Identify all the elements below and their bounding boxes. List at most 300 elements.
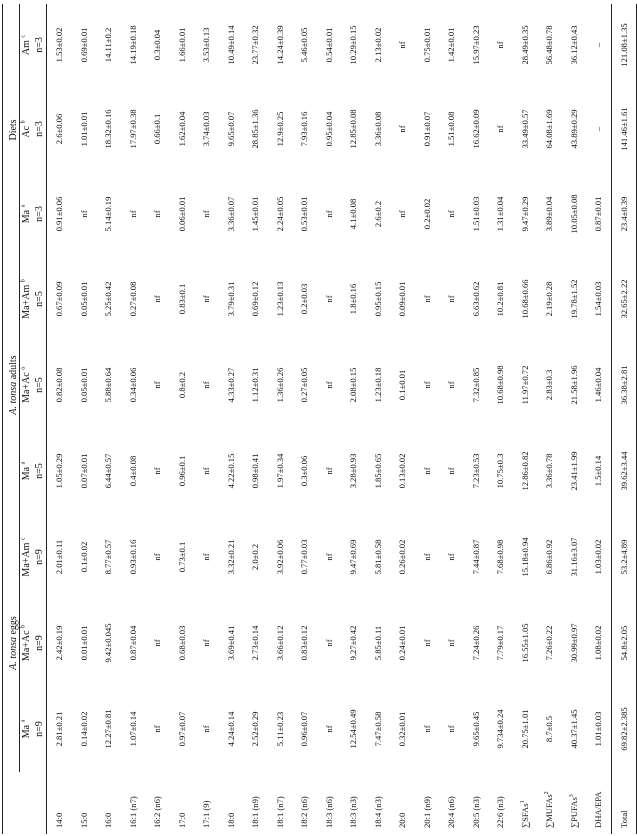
table-cell: 0.66±0.1	[152, 113, 163, 145]
row-label	[292, 772, 317, 834]
row-label	[243, 772, 268, 834]
row-label	[611, 772, 637, 834]
column-header-name	[20, 4, 34, 86]
table-cell: 0.82±0.08	[54, 367, 65, 403]
table-cell: 7.68±0.98	[495, 539, 506, 575]
table-cell: 0.97±0.07	[176, 711, 187, 747]
column-superscript: b	[20, 120, 27, 124]
table-cell: nf	[421, 553, 432, 561]
row-label	[439, 772, 464, 834]
table-cell: nf	[495, 125, 506, 133]
row-label-text: 18:0	[225, 812, 236, 828]
group-eggs: A. tonsa eggs	[3, 514, 20, 772]
row-label	[537, 772, 562, 834]
table-cell: 0.67±0.09	[54, 281, 65, 317]
column-superscript: c	[20, 537, 27, 541]
table-row	[341, 4, 366, 834]
table-cell: 0.93±0.16	[127, 539, 138, 575]
table-cell: nf	[323, 639, 334, 647]
column-superscript: a	[20, 461, 27, 465]
table-cell: nf	[397, 41, 408, 49]
table-cell: 0.96±0.1	[176, 455, 187, 487]
table-cell: 0.26±0.02	[397, 539, 408, 575]
row-label-text: 22:6 (n3)	[495, 796, 506, 828]
row-label	[464, 772, 489, 834]
table-cell: 1.01±0.03	[593, 711, 604, 747]
row-label	[170, 772, 195, 834]
table-cell: nf	[421, 467, 432, 475]
column-superscript: b	[20, 279, 27, 283]
row-label-text: 20:0	[397, 812, 408, 828]
column-header-name	[20, 428, 34, 514]
table-cell: 2.19±0.28	[544, 281, 555, 317]
table-cell: 3.92±0.06	[274, 539, 285, 575]
row-label	[268, 772, 293, 834]
row-label-text: 15:0	[78, 812, 89, 828]
row-label-text: Total	[618, 810, 629, 828]
column-name: Ma+Ac	[20, 630, 32, 662]
table-cell: nf	[446, 553, 457, 561]
table-cell: 0.3±0.04	[152, 29, 163, 61]
table-cell: 1.07±0.14	[127, 711, 138, 747]
table-cell: 0.05±0.01	[78, 281, 89, 317]
column-superscript: b	[20, 624, 27, 628]
column-superscript: c	[20, 34, 27, 38]
column-header-n: n=5	[33, 256, 47, 342]
column-header-n: n=9	[33, 600, 47, 686]
column-header-n: n=9	[33, 686, 47, 772]
table-cell: 18.32±0.16	[103, 109, 114, 149]
table-cell: 7.26±0.22	[544, 625, 555, 661]
table-cell: 2.42±0.19	[54, 625, 65, 661]
table-row	[488, 4, 513, 834]
table-cell: 1.42±0.01	[446, 27, 457, 63]
row-label-text: 18:4 (n3)	[372, 796, 383, 828]
table-cell: 12.27±0.81	[103, 709, 114, 749]
table-cell: 1.97±0.34	[274, 453, 285, 489]
table-cell: –	[593, 126, 604, 132]
table-cell: 0.8±0.2	[176, 371, 187, 399]
table-row	[170, 4, 195, 834]
row-label	[145, 772, 170, 834]
table-cell: 1.46±0.04	[593, 367, 604, 403]
table-cell: 0.09±0.01	[397, 281, 408, 317]
column-superscript: a	[20, 204, 27, 208]
table-cell: 5.85±0.11	[372, 625, 383, 661]
table-cell: 1.36±0.26	[274, 367, 285, 403]
table-cell: 3.32±0.21	[225, 539, 236, 575]
table-cell: 32.65±2.22	[611, 256, 637, 342]
column-superscript: a	[20, 367, 27, 370]
group-header-row	[3, 4, 20, 834]
table-cell: 1.05±0.29	[54, 453, 65, 489]
table-row	[439, 4, 464, 834]
table-cell: nf	[421, 295, 432, 303]
table-cell: 7.23±0.53	[470, 453, 481, 489]
table-cell: 1.51±0.03	[470, 196, 481, 232]
table-row	[72, 4, 97, 834]
table-cell: 0.69±0.12	[250, 281, 261, 317]
table-cell: nf	[152, 553, 163, 561]
table-cell: nf	[201, 210, 212, 218]
table-cell: 43.89±0.29	[568, 109, 579, 149]
table-row	[47, 4, 72, 834]
table-cell: 56.48±0.78	[544, 25, 555, 65]
table-row	[513, 4, 538, 834]
table-cell: 0.06±0.01	[176, 196, 187, 232]
table-cell: 0.27±0.05	[299, 367, 310, 403]
table-cell: nf	[201, 467, 212, 475]
table-cell: 21.58±1.96	[568, 365, 579, 405]
table-cell: 9.734±0.24	[495, 709, 506, 749]
table-cell: nf	[446, 295, 457, 303]
table-cell: 2.83±0.3	[544, 369, 555, 401]
table-cell: 5.81±0.58	[372, 539, 383, 575]
row-label	[317, 772, 342, 834]
table-cell: 19.78±1.52	[568, 279, 579, 319]
table-cell: 1.08±0.02	[593, 625, 604, 661]
table-cell: 31.16±3.07	[568, 537, 579, 577]
row-label	[415, 772, 440, 834]
row-label-text: 16:1 (n7)	[127, 796, 138, 828]
table-cell: nf	[152, 295, 163, 303]
row-label	[121, 772, 146, 834]
table-cell: nf	[152, 381, 163, 389]
table-cell: 0.53±0.01	[299, 196, 310, 232]
table-cell: 0.34±0.06	[127, 367, 138, 403]
table-cell: 1.23±0.13	[274, 281, 285, 317]
table-cell: 0.54±0.01	[323, 27, 334, 63]
table-cell: 0.24±0.01	[397, 625, 408, 661]
table-cell: 20.75±1.01	[519, 709, 530, 749]
table-cell: nf	[201, 725, 212, 733]
table-cell: 2.73±0.14	[250, 625, 261, 661]
table-cell: 1.5±0.14	[593, 455, 604, 487]
table-cell: nf	[152, 725, 163, 733]
table-cell: 10.2±0.81	[495, 281, 506, 317]
row-label-superscript: 2	[544, 791, 551, 795]
table-cell: 0.01±0.01	[78, 625, 89, 661]
table-cell: 0.91±0.07	[421, 111, 432, 147]
table-cell: nf	[446, 381, 457, 389]
column-header-name	[20, 514, 34, 600]
row-label-text: 20:5 (n3)	[470, 796, 481, 828]
table-cell: 36.38±2.81	[611, 342, 637, 428]
table-cell: 0.95±0.04	[323, 111, 334, 147]
table-cell: 0.87±0.04	[127, 625, 138, 661]
row-label-text: 18:1 (n9)	[250, 796, 261, 828]
table-cell: 64.08±1.69	[544, 109, 555, 149]
table-row	[96, 4, 121, 834]
table-cell: 9.27±0.42	[348, 625, 359, 661]
table-cell: 0.95±0.15	[372, 281, 383, 317]
column-name: Ma+Am	[20, 284, 32, 319]
table-cell: 121.08±1.35	[611, 4, 637, 86]
row-label	[488, 772, 513, 834]
table-cell: nf	[446, 210, 457, 218]
table-cell: 2.6±0.2	[372, 200, 383, 228]
column-header-name	[20, 256, 34, 342]
table-cell: nf	[78, 210, 89, 218]
column-name: Ma	[20, 466, 32, 481]
column-name: Ma	[20, 724, 32, 739]
row-label-text: 17:1 (9)	[201, 800, 212, 828]
table-cell: 10.49±0.14	[225, 25, 236, 65]
table-cell: 3.69±0.41	[225, 625, 236, 661]
table-cell: 2.6±0.06	[54, 113, 65, 145]
table-cell: 1.45±0.01	[250, 196, 261, 232]
table-row	[292, 4, 317, 834]
table-cell: 3.74±0.03	[201, 111, 212, 147]
table-cell: 0.91±0.06	[54, 196, 65, 232]
row-label	[513, 772, 538, 834]
table-cell: 2.81±0.21	[54, 711, 65, 747]
table-cell: 5.11±0.23	[274, 711, 285, 747]
table-cell: nf	[201, 381, 212, 389]
table-cell: 4.22±0.15	[225, 453, 236, 489]
table-row	[219, 4, 244, 834]
table-cell: 0.73±0.1	[176, 541, 187, 573]
table-cell: 8.77±0.57	[103, 539, 114, 575]
row-label-superscript: 1	[519, 800, 526, 804]
table-cell: nf	[201, 639, 212, 647]
table-cell: 14.24±0.39	[274, 25, 285, 65]
table-cell: 16.55±1.05	[519, 623, 530, 663]
table-row	[390, 4, 415, 834]
column-header-name	[20, 600, 34, 686]
column-name: Ma+Ac	[20, 372, 32, 403]
row-label-text: ∑SFAs	[519, 803, 530, 828]
table-cell: 141.46±1.61	[611, 86, 637, 172]
table-cell: nf	[446, 639, 457, 647]
row-label-superscript: 3	[568, 794, 575, 798]
table-cell: 7.44±0.87	[470, 539, 481, 575]
table-cell: 3.89±0.04	[544, 196, 555, 232]
table-cell: 0.1±0.01	[397, 369, 408, 401]
table-row	[317, 4, 342, 834]
table-cell: 30.99±0.97	[568, 623, 579, 663]
table-cell: 10.68±0.98	[495, 365, 506, 405]
table-cell: nf	[323, 467, 334, 475]
row-label-text: 20:1 (n9)	[421, 796, 432, 828]
table-cell: 12.85±0.08	[348, 109, 359, 149]
table-cell: 0.68±0.03	[176, 625, 187, 661]
table-cell: 12.86±0.82	[519, 451, 530, 491]
table-cell: 0.32±0.01	[397, 711, 408, 747]
table-cell: 3.36±0.07	[225, 196, 236, 232]
table-cell: 3.36±0.78	[544, 453, 555, 489]
table-cell: 7.93±0.16	[299, 111, 310, 147]
table-cell: 1.62±0.04	[176, 111, 187, 147]
table-cell: 5.88±0.64	[103, 367, 114, 403]
table-cell: nf	[323, 295, 334, 303]
column-header-n: n=9	[33, 514, 47, 600]
table-cell: 36.12±0.43	[568, 25, 579, 65]
table-cell: nf	[127, 210, 138, 218]
table-cell: 9.42±0.045	[103, 623, 114, 663]
table-cell: nf	[446, 467, 457, 475]
table-cell: 0.69±0.01	[78, 27, 89, 63]
table-cell: 2.0±0.2	[250, 543, 261, 571]
group-adults: A. tonsa adults	[3, 256, 20, 514]
table-row	[366, 4, 391, 834]
table-cell: 1.03±0.02	[593, 539, 604, 575]
table-cell: 33.49±0.57	[519, 109, 530, 149]
table-row	[586, 4, 611, 834]
table-cell: 4.1±0.08	[348, 198, 359, 230]
table-cell: 3.53±0.13	[201, 27, 212, 63]
group-diets: Diets	[3, 4, 20, 256]
table-cell: 0.4±0.08	[127, 455, 138, 487]
row-label	[390, 772, 415, 834]
row-label-text: 18:2 (n6)	[299, 796, 310, 828]
row-label-text: 20:4 (n6)	[446, 796, 457, 828]
table-cell: 23.41±1.99	[568, 451, 579, 491]
row-label-text: DHA/EPA	[593, 791, 604, 828]
table-row	[464, 4, 489, 834]
table-cell: 54.8±2.05	[611, 600, 637, 686]
table-cell: 0.07±0.01	[78, 453, 89, 489]
row-label	[219, 772, 244, 834]
table-cell: 0.3±0.06	[299, 455, 310, 487]
table-cell: nf	[323, 725, 334, 733]
table-cell: 0.96±0.07	[299, 711, 310, 747]
table-cell: 0.77±0.03	[299, 539, 310, 575]
table-cell: 11.97±0.72	[519, 365, 530, 405]
table-cell: nf	[421, 639, 432, 647]
table-cell: 69.82±2.385	[611, 686, 637, 772]
table-cell: 3.66±0.12	[274, 625, 285, 661]
table-cell: 1.23±0.18	[372, 367, 383, 403]
table-cell: 1.31±0.04	[495, 196, 506, 232]
table-row	[121, 4, 146, 834]
table-cell: 1.85±0.65	[372, 453, 383, 489]
column-header-n: n=3	[33, 172, 47, 256]
table-cell: 6.44±0.57	[103, 453, 114, 489]
row-label	[586, 772, 611, 834]
table-cell: 6.63±0.62	[470, 281, 481, 317]
table-cell: nf	[152, 467, 163, 475]
table-cell: 1.54±0.03	[593, 281, 604, 317]
column-name-row	[20, 4, 34, 834]
row-label	[72, 772, 97, 834]
column-name: Am	[20, 40, 32, 56]
table-cell: 0.83±0.1	[176, 283, 187, 315]
column-header-n: n=5	[33, 342, 47, 428]
table-cell: 28.85±1.36	[250, 109, 261, 149]
table-cell: 7.79±0.17	[495, 625, 506, 661]
table-cell: 0.98±0.41	[250, 453, 261, 489]
table-cell: 14.11±0.2	[103, 27, 114, 63]
row-label-text: 18:3 (n3)	[348, 796, 359, 828]
row-label-text: 16:0	[103, 812, 114, 828]
fatty-acid-table	[2, 4, 637, 834]
table-cell: 2.52±0.29	[250, 711, 261, 747]
table-cell: 0.14±0.02	[78, 711, 89, 747]
row-label-text: ∑MUFAs	[544, 794, 555, 828]
table-cell: 2.08±0.15	[348, 367, 359, 403]
row-label-text: 14:0	[54, 812, 65, 828]
table-cell: 12.9±0.25	[274, 111, 285, 147]
column-superscript: a	[20, 719, 27, 723]
table-row	[562, 4, 587, 834]
table-cell: 23.4±0.39	[611, 172, 637, 256]
row-label	[96, 772, 121, 834]
table-cell: 0.27±0.08	[127, 281, 138, 317]
table-cell: 1.51±0.08	[446, 111, 457, 147]
column-header-n: n=5	[33, 428, 47, 514]
table-cell: 5.25±0.42	[103, 281, 114, 317]
table-cell: 0.2±0.03	[299, 283, 310, 315]
table-cell: nf	[323, 210, 334, 218]
table-cell: 10.29±0.15	[348, 25, 359, 65]
table-cell: 3.36±0.08	[372, 111, 383, 147]
table-row	[611, 4, 637, 834]
table-cell: nf	[201, 553, 212, 561]
table-cell: nf	[152, 639, 163, 647]
row-label-text: 18:3 (n6)	[323, 796, 334, 828]
table-cell: 5.14±0.19	[103, 196, 114, 232]
table-cell: nf	[323, 553, 334, 561]
column-n-row	[33, 4, 47, 834]
table-cell: 6.86±0.92	[544, 539, 555, 575]
column-header-name	[20, 686, 34, 772]
table-cell: 3.28±0.93	[348, 453, 359, 489]
table-cell: 0.13±0.02	[397, 453, 408, 489]
table-row	[194, 4, 219, 834]
table-cell: 4.24±0.14	[225, 711, 236, 747]
row-label	[562, 772, 587, 834]
row-label-text: 17:0	[176, 812, 187, 828]
table-row	[415, 4, 440, 834]
table-cell: 12.54±0.49	[348, 709, 359, 749]
table-cell: 0.83±0.12	[299, 625, 310, 661]
table-cell: 39.62±3.44	[611, 428, 637, 514]
table-cell: 10.68±0.66	[519, 279, 530, 319]
table-cell: nf	[397, 125, 408, 133]
column-name: Ma+Am	[20, 542, 32, 577]
table-cell: 0.2±0.02	[421, 198, 432, 230]
table-cell: 0.1±0.02	[78, 541, 89, 573]
row-label-text: 18:1 (n7)	[274, 796, 285, 828]
table-cell: 1.66±0.01	[176, 27, 187, 63]
column-header-name	[20, 342, 34, 428]
table-row	[145, 4, 170, 834]
table-row	[243, 4, 268, 834]
column-header-name	[20, 86, 34, 172]
table-cell: 9.47±0.29	[519, 196, 530, 232]
table-cell: 15.97±0.23	[470, 25, 481, 65]
table-cell: 0.75±0.01	[421, 27, 432, 63]
table-cell: 4.33±0.27	[225, 367, 236, 403]
table-cell: 7.32±0.85	[470, 367, 481, 403]
table-cell: nf	[421, 725, 432, 733]
table-cell: 40.37±1.45	[568, 709, 579, 749]
table-row	[537, 4, 562, 834]
column-name: Ac	[20, 125, 32, 138]
table-cell: 9.47±0.69	[348, 539, 359, 575]
table-cell: nf	[446, 725, 457, 733]
table-cell: 3.79±0.31	[225, 281, 236, 317]
column-header-n: n=3	[33, 4, 47, 86]
table-cell: 8.7±0.5	[544, 715, 555, 743]
table-cell: 14.19±0.18	[127, 25, 138, 65]
table-cell: 10.75±0.3	[495, 453, 506, 489]
table-cell: 2.24±0.05	[274, 196, 285, 232]
table-cell: 2.01±0.11	[54, 539, 65, 575]
table-cell: 28.49±0.35	[519, 25, 530, 65]
table-cell: 17.97±0.38	[127, 109, 138, 149]
